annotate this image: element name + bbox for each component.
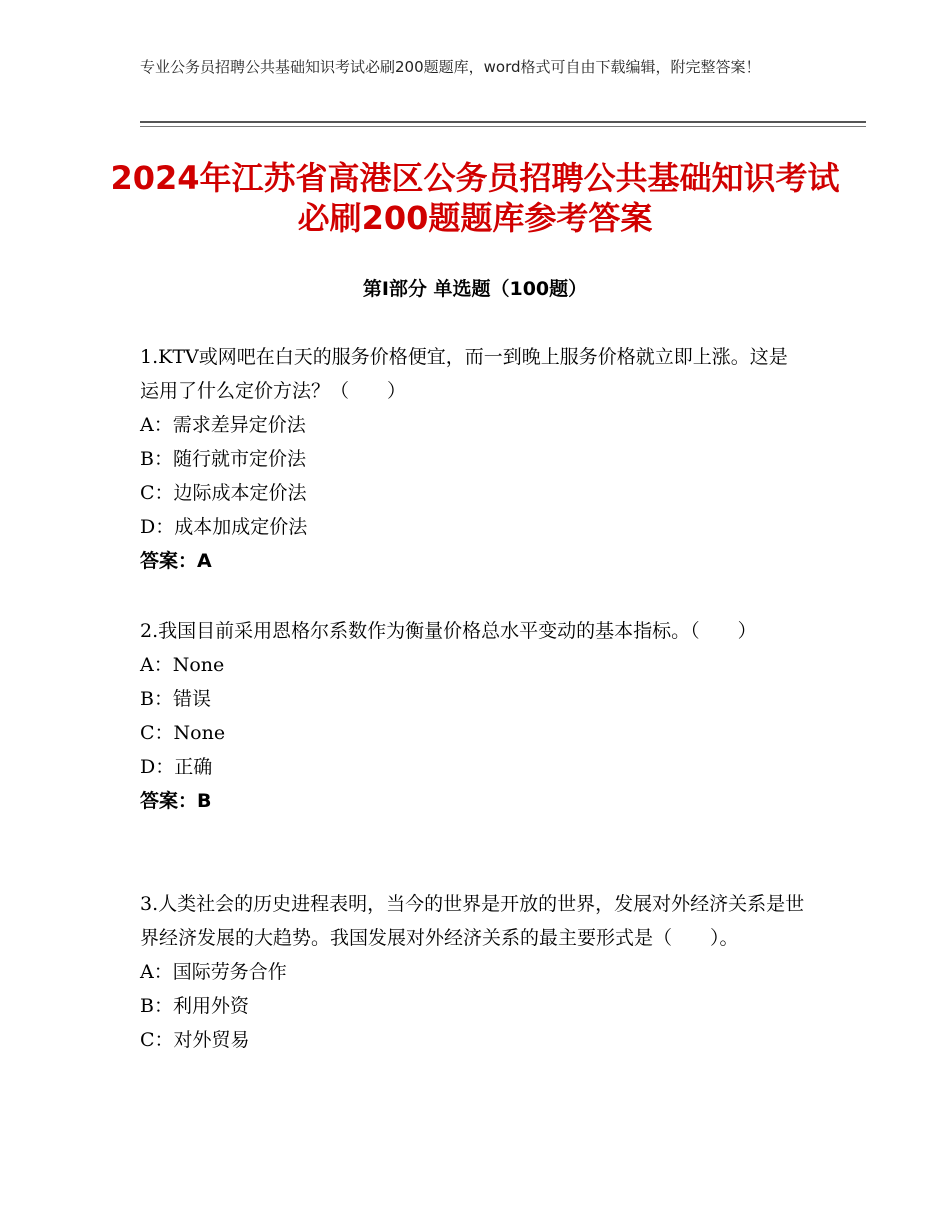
question-3 xyxy=(140,887,805,1057)
option-b: B：错误 xyxy=(140,688,211,710)
option-b: B：利用外资 xyxy=(140,995,249,1017)
option-c: C：对外贸易 xyxy=(140,1029,250,1051)
answer-line: 答案：A xyxy=(140,550,212,572)
option-a: A：None xyxy=(140,654,225,676)
option-c: C：None xyxy=(140,722,226,744)
header-divider-thin xyxy=(140,126,866,127)
option-a: A：需求差异定价法 xyxy=(140,414,306,436)
header-note: 专业公务员招聘公共基础知识考试必刷200题题库，word格式可自由下载编辑，附完整答案！ xyxy=(140,58,761,76)
question-stem: 2.我国目前采用恩格尔系数作为衡量价格总水平变动的基本指标。（ ） xyxy=(140,620,757,642)
option-d: D：正确 xyxy=(140,756,213,778)
question-2 xyxy=(140,614,805,818)
question-stem: 3.人类社会的历史进程表明，当今的世界是开放的世界，发展对外经济关系是世界经济发展的大趋势。我国发展对外经济关系的最主要形式是（ ）。 xyxy=(140,893,805,949)
option-d: D：成本加成定价法 xyxy=(140,516,308,538)
header-divider-thick xyxy=(140,121,866,123)
option-b: B：随行就市定价法 xyxy=(140,448,306,470)
question-1 xyxy=(140,340,805,578)
option-c: C：边际成本定价法 xyxy=(140,482,307,504)
section-heading: 第Ⅰ部分 单选题（100题） xyxy=(362,278,588,300)
question-stem: 1.KTV或网吧在白天的服务价格便宜，而一到晚上服务价格就立即上涨。这是运用了什么定价方法？（ ） xyxy=(140,346,788,402)
option-a: A：国际劳务合作 xyxy=(140,961,287,983)
document-title: 2024年江苏省高港区公务员招聘公共基础知识考试必刷200题题库参考答案 xyxy=(110,159,840,237)
answer-line: 答案：B xyxy=(140,790,212,812)
